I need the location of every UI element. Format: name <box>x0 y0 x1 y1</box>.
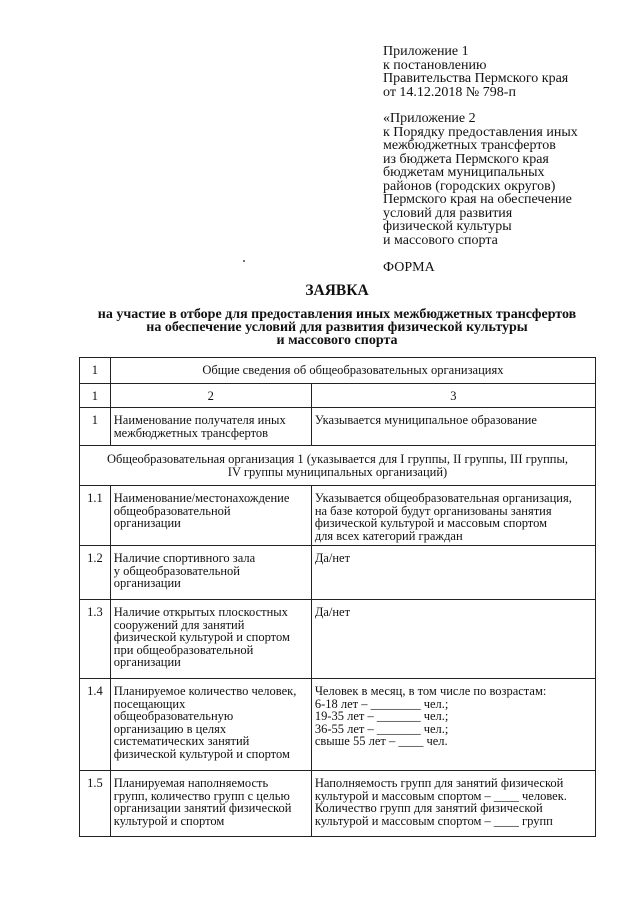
row-value-line: Количество групп для занятий физической <box>314 801 543 815</box>
table-row <box>80 486 596 546</box>
row-value-line: физической культурой и массовым спортом <box>314 516 548 530</box>
row-number: 1.1 <box>80 486 111 546</box>
row-label-line: Наличие спортивного зала <box>113 551 256 565</box>
row-label-line: посещающих <box>113 696 186 711</box>
appendix-line: к Порядку предоставления иных <box>383 124 578 140</box>
row-label-line: сооружений для занятий <box>113 617 245 632</box>
row-label-line: систематических занятий <box>113 734 250 748</box>
row-value-line: Да/нет <box>314 605 351 619</box>
row-value-line: 36-55 лет – _______ чел.; <box>314 721 449 736</box>
row-label-line: физической культурой и спортом <box>113 746 290 761</box>
row-label-line: Наименование/местонахождение <box>113 491 290 505</box>
appendix-line: межбюджетных трансфертов <box>383 138 556 153</box>
row-value-line: Указывается общеобразовательная организация, <box>314 491 572 505</box>
row-value-line: 19-35 лет – _______ чел.; <box>314 709 449 723</box>
appendix-line: условий для развития <box>383 205 513 221</box>
row-label-line: у общеобразовательной <box>113 563 240 578</box>
section-row <box>80 358 596 384</box>
approval-block <box>383 45 623 275</box>
column-header-row <box>80 384 596 408</box>
appendix-line: Пермского края на обеспечение <box>383 192 572 207</box>
row-number: 1.5 <box>80 771 111 837</box>
section-number: 1 <box>80 358 111 384</box>
row-value-line: Человек в месяц, в том числе по возрастам: <box>314 684 547 698</box>
subtitle-line: на участие в отборе для предоставления иных межбюджетных трансфертов <box>97 307 577 322</box>
row-label-line: общеобразовательную <box>113 709 234 723</box>
subtitle-line: на обеспечение условий для развития физической культуры <box>146 319 528 335</box>
row-value <box>311 408 595 446</box>
row-value-line: культурой и массовым спортом – ____ групп <box>314 813 553 828</box>
table-row <box>80 679 596 771</box>
scan-speck <box>243 260 245 262</box>
organization-heading <box>80 446 596 486</box>
row-label-line: Планируемое количество человек, <box>113 684 297 698</box>
title-heading: ЗАЯВКА <box>305 282 369 299</box>
row-label-line: Наименование получателя иных <box>113 413 286 427</box>
column-header-1: 1 <box>80 384 111 408</box>
appendix-line: районов (городских округов) <box>383 178 556 194</box>
row-label <box>110 771 311 837</box>
title-subtitle <box>72 309 602 347</box>
row-value-line: 6-18 лет – ________ чел.; <box>314 696 449 711</box>
row-label-line: физической культурой и спортом <box>113 630 290 644</box>
approval-line: Правительства Пермского края <box>383 71 569 86</box>
row-value <box>311 679 595 771</box>
row-label <box>110 600 311 679</box>
appendix-1-block <box>383 45 623 99</box>
row-label-line: групп, количество групп с целью <box>113 788 290 803</box>
row-number: 1.3 <box>80 600 111 679</box>
row-value-line: культурой и массовым спортом – ____ человек. <box>314 788 567 803</box>
row-value <box>311 771 595 837</box>
row-value-line: на базе которой будут организованы занятия <box>314 503 552 518</box>
row-label-line: организации <box>113 655 181 669</box>
organization-line: Общеобразовательная организация 1 (указывается для I группы, II группы, III группы, <box>107 452 568 466</box>
row-label <box>110 486 311 546</box>
approval-line: к постановлению <box>383 57 487 73</box>
approval-line: от 14.12.2018 № 798-п <box>383 84 516 100</box>
section-title: Общие сведения об общеобразовательных организациях <box>110 358 595 384</box>
table-row <box>80 408 596 446</box>
row-label-line: Наличие открытых плоскостных <box>113 605 288 619</box>
table-row <box>80 600 596 679</box>
form-label: ФОРМА <box>383 260 435 275</box>
row-label-line: общеобразовательной <box>113 503 231 518</box>
row-value-line: свыше 55 лет – ____ чел. <box>314 734 448 748</box>
approval-line: Приложение 1 <box>383 44 469 59</box>
row-value-line: Указывается муниципальное образование <box>314 413 537 427</box>
table-row <box>80 771 596 837</box>
appendix-2-block <box>383 112 623 247</box>
row-label-line: Планируемая наполняемость <box>113 776 269 790</box>
row-value <box>311 546 595 600</box>
row-label-line: организацию в целях <box>113 721 227 736</box>
row-label-line: организации <box>113 516 181 530</box>
row-label-line: культурой и спортом <box>113 813 225 828</box>
row-value-line: Наполняемость групп для занятий физической <box>314 776 564 790</box>
column-header-3: 3 <box>311 384 595 408</box>
row-number: 1.4 <box>80 679 111 771</box>
appendix-line: из бюджета Пермского края <box>383 151 549 167</box>
row-label <box>110 546 311 600</box>
row-label-line: организации занятий физической <box>113 801 292 815</box>
row-number: 1 <box>80 408 111 446</box>
row-value <box>311 600 595 679</box>
application-table <box>79 357 596 837</box>
subtitle-line: и массового спорта <box>276 332 398 348</box>
row-value-line: для всех категорий граждан <box>314 528 463 543</box>
row-label <box>110 408 311 446</box>
document-title <box>72 283 602 347</box>
column-header-2: 2 <box>110 384 311 408</box>
row-label-line: при общеобразовательной <box>113 642 254 657</box>
organization-line: IV группы муниципальных организаций) <box>227 464 448 479</box>
row-number: 1.2 <box>80 546 111 600</box>
row-value-line: Да/нет <box>314 551 351 565</box>
appendix-line: «Приложение 2 <box>383 111 476 126</box>
row-label-line: организации <box>113 576 181 590</box>
appendix-line: физической культуры <box>383 219 512 234</box>
table-row <box>80 546 596 600</box>
appendix-line: бюджетам муниципальных <box>383 165 545 180</box>
row-label-line: межбюджетных трансфертов <box>113 425 269 440</box>
row-value <box>311 486 595 546</box>
appendix-line: и массового спорта <box>383 232 498 248</box>
organization-row <box>80 446 596 486</box>
row-label <box>110 679 311 771</box>
